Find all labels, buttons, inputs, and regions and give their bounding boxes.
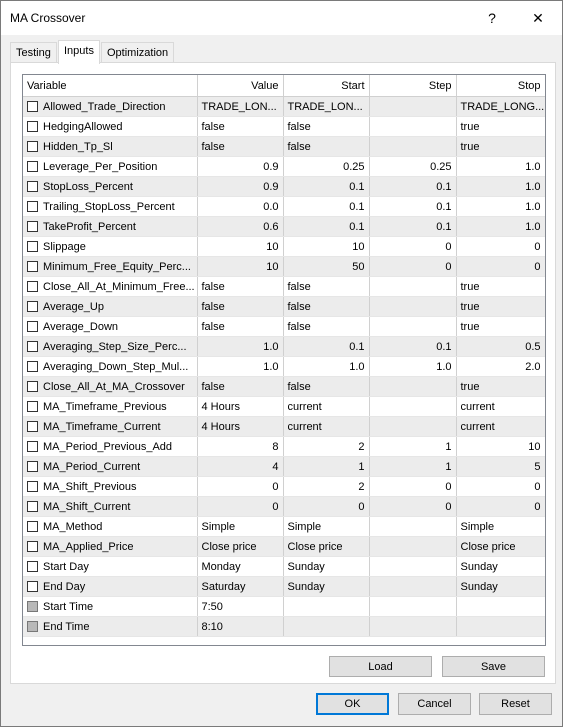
cancel-button[interactable]: Cancel — [398, 693, 471, 715]
value-cell[interactable]: 0.9 — [197, 157, 283, 177]
stop-cell[interactable]: 0.5 — [456, 337, 545, 357]
table-row[interactable] — [23, 437, 545, 457]
table-row[interactable] — [23, 597, 545, 617]
variable-cell — [23, 477, 197, 497]
variable-name: Allowed_Trade_Direction — [43, 100, 166, 113]
variable-name: MA_Shift_Current — [43, 500, 131, 513]
optimize-checkbox[interactable] — [27, 441, 38, 452]
stop-cell[interactable]: TRADE_LONG... — [456, 97, 545, 117]
value-cell[interactable]: false — [197, 317, 283, 337]
value-cell[interactable]: 8 — [197, 437, 283, 457]
value-cell[interactable]: false — [197, 137, 283, 157]
stop-cell[interactable]: true — [456, 277, 545, 297]
variable-name: MA_Method — [43, 520, 103, 533]
table-row[interactable] — [23, 337, 545, 357]
optimize-checkbox[interactable] — [27, 261, 38, 272]
variable-cell — [23, 517, 197, 537]
table-row[interactable] — [23, 277, 545, 297]
table-row[interactable] — [23, 157, 545, 177]
inputs-panel — [10, 62, 556, 684]
step-cell[interactable]: 1 — [369, 457, 456, 477]
start-cell[interactable]: current — [283, 397, 369, 417]
variable-cell — [23, 137, 197, 157]
start-cell[interactable]: 0.1 — [283, 217, 369, 237]
table-row[interactable] — [23, 217, 545, 237]
start-cell[interactable] — [283, 597, 369, 617]
start-cell[interactable]: 0.1 — [283, 177, 369, 197]
variable-cell — [23, 617, 197, 637]
optimize-checkbox[interactable] — [27, 521, 38, 532]
step-cell[interactable] — [369, 317, 456, 337]
variable-name: StopLoss_Percent — [43, 180, 133, 193]
variable-cell — [23, 297, 197, 317]
variable-cell — [23, 237, 197, 257]
column-header-value[interactable]: Value — [197, 75, 283, 97]
value-cell[interactable]: 0.9 — [197, 177, 283, 197]
value-cell[interactable]: 8:10 — [197, 617, 283, 637]
variable-cell — [23, 537, 197, 557]
step-cell[interactable] — [369, 277, 456, 297]
table-row[interactable] — [23, 297, 545, 317]
step-cell[interactable]: 0 — [369, 477, 456, 497]
step-cell[interactable]: 1.0 — [369, 357, 456, 377]
start-cell[interactable]: false — [283, 297, 369, 317]
stop-cell[interactable]: true — [456, 297, 545, 317]
start-cell[interactable]: false — [283, 277, 369, 297]
stop-cell[interactable]: 10 — [456, 437, 545, 457]
optimize-checkbox[interactable] — [27, 461, 38, 472]
column-header-start[interactable]: Start — [283, 75, 369, 97]
variable-name: Close_All_At_Minimum_Free... — [43, 280, 195, 293]
step-cell[interactable] — [369, 557, 456, 577]
step-cell[interactable]: 0.1 — [369, 177, 456, 197]
variable-cell — [23, 557, 197, 577]
step-cell[interactable]: 0.1 — [369, 197, 456, 217]
ok-button[interactable]: OK — [316, 693, 389, 715]
start-cell[interactable]: 1 — [283, 457, 369, 477]
variable-name: Leverage_Per_Position — [43, 160, 158, 173]
step-cell[interactable] — [369, 377, 456, 397]
step-cell[interactable]: 0.1 — [369, 337, 456, 357]
variable-name: Minimum_Free_Equity_Perc... — [43, 260, 191, 273]
variable-name: MA_Applied_Price — [43, 540, 134, 553]
variable-cell — [23, 417, 197, 437]
start-cell[interactable] — [283, 617, 369, 637]
step-cell[interactable] — [369, 537, 456, 557]
variable-cell — [23, 357, 197, 377]
table-row[interactable] — [23, 357, 545, 377]
tab-testing[interactable]: Testing — [10, 42, 57, 63]
variable-name: MA_Shift_Previous — [43, 480, 137, 493]
variable-name: Start Time — [43, 600, 94, 613]
optimize-checkbox[interactable] — [27, 541, 38, 552]
optimize-checkbox[interactable] — [27, 101, 38, 112]
start-cell[interactable]: false — [283, 117, 369, 137]
step-cell[interactable]: 0 — [369, 237, 456, 257]
value-cell[interactable]: false — [197, 377, 283, 397]
optimize-checkbox[interactable] — [27, 561, 38, 572]
optimize-checkbox[interactable] — [27, 581, 38, 592]
start-cell[interactable]: 0.25 — [283, 157, 369, 177]
optimize-checkbox[interactable] — [27, 381, 38, 392]
start-cell[interactable]: false — [283, 137, 369, 157]
stop-cell[interactable]: 1.0 — [456, 217, 545, 237]
stop-cell[interactable]: true — [456, 377, 545, 397]
optimize-checkbox[interactable] — [27, 621, 38, 632]
start-cell[interactable]: false — [283, 317, 369, 337]
optimize-checkbox[interactable] — [27, 121, 38, 132]
step-cell[interactable]: 0.25 — [369, 157, 456, 177]
table-row[interactable] — [23, 557, 545, 577]
variable-cell — [23, 337, 197, 357]
table-row[interactable] — [23, 257, 545, 277]
table-row[interactable] — [23, 137, 545, 157]
start-cell[interactable]: 2 — [283, 437, 369, 457]
start-cell[interactable]: current — [283, 417, 369, 437]
stop-cell[interactable]: 0 — [456, 477, 545, 497]
stop-cell[interactable]: 1.0 — [456, 157, 545, 177]
table-row[interactable] — [23, 97, 545, 117]
optimize-checkbox[interactable] — [27, 361, 38, 372]
value-cell[interactable]: 7:50 — [197, 597, 283, 617]
variable-name: Hidden_Tp_Sl — [43, 140, 113, 153]
stop-cell[interactable]: current — [456, 397, 545, 417]
optimize-checkbox[interactable] — [27, 141, 38, 152]
table-row[interactable] — [23, 377, 545, 397]
start-cell[interactable]: TRADE_LON... — [283, 97, 369, 117]
optimize-checkbox[interactable] — [27, 401, 38, 412]
variable-cell — [23, 277, 197, 297]
step-cell[interactable]: 0 — [369, 497, 456, 517]
table-row[interactable] — [23, 617, 545, 637]
table-row[interactable] — [23, 457, 545, 477]
start-cell[interactable]: 10 — [283, 237, 369, 257]
optimize-checkbox[interactable] — [27, 281, 38, 292]
variable-name: End Time — [43, 620, 90, 633]
table-row[interactable] — [23, 237, 545, 257]
variable-cell — [23, 377, 197, 397]
stop-cell[interactable]: Simple — [456, 517, 545, 537]
value-cell[interactable]: 0.0 — [197, 197, 283, 217]
stop-cell[interactable]: 0 — [456, 237, 545, 257]
stop-cell[interactable]: 1.0 — [456, 197, 545, 217]
variable-name: Averaging_Down_Step_Mul... — [43, 360, 189, 373]
value-cell[interactable]: 1.0 — [197, 337, 283, 357]
table-row[interactable] — [23, 417, 545, 437]
variable-name: Average_Down — [43, 320, 119, 333]
stop-cell[interactable]: true — [456, 137, 545, 157]
optimize-checkbox[interactable] — [27, 501, 38, 512]
optimize-checkbox[interactable] — [27, 201, 38, 212]
table-row[interactable] — [23, 397, 545, 417]
start-cell[interactable]: Sunday — [283, 557, 369, 577]
tab-strip — [1, 35, 562, 63]
value-cell[interactable]: TRADE_LON... — [197, 97, 283, 117]
optimize-checkbox[interactable] — [27, 481, 38, 492]
reset-button[interactable]: Reset — [479, 693, 552, 715]
value-cell[interactable]: Simple — [197, 517, 283, 537]
value-cell[interactable]: false — [197, 117, 283, 137]
step-cell[interactable] — [369, 517, 456, 537]
step-cell[interactable] — [369, 617, 456, 637]
table-row[interactable] — [23, 517, 545, 537]
table-row[interactable] — [23, 577, 545, 597]
variable-cell — [23, 97, 197, 117]
help-button[interactable]: ? — [488, 10, 496, 26]
variable-name: Average_Up — [43, 300, 104, 313]
stop-cell[interactable]: true — [456, 117, 545, 137]
stop-cell[interactable] — [456, 617, 545, 637]
column-header-variable[interactable]: Variable — [23, 75, 197, 97]
tab-optimization[interactable]: Optimization — [101, 42, 174, 63]
inputs-grid[interactable] — [22, 74, 546, 646]
variable-cell — [23, 177, 197, 197]
stop-cell[interactable] — [456, 597, 545, 617]
value-cell[interactable]: Monday — [197, 557, 283, 577]
variable-cell — [23, 317, 197, 337]
value-cell[interactable]: 10 — [197, 257, 283, 277]
step-cell[interactable] — [369, 577, 456, 597]
optimize-checkbox[interactable] — [27, 241, 38, 252]
stop-cell[interactable]: 1.0 — [456, 177, 545, 197]
load-button[interactable]: Load — [329, 656, 432, 677]
stop-cell[interactable]: 0 — [456, 257, 545, 277]
step-cell[interactable]: 0 — [369, 257, 456, 277]
value-cell[interactable]: 4 — [197, 457, 283, 477]
stop-cell[interactable]: current — [456, 417, 545, 437]
variable-name: MA_Period_Current — [43, 460, 141, 473]
value-cell[interactable]: 0.6 — [197, 217, 283, 237]
variable-name: MA_Timeframe_Previous — [43, 400, 167, 413]
variable-cell — [23, 597, 197, 617]
variable-name: HedgingAllowed — [43, 120, 123, 133]
start-cell[interactable]: 1.0 — [283, 357, 369, 377]
step-cell[interactable] — [369, 397, 456, 417]
value-cell[interactable]: false — [197, 297, 283, 317]
optimize-checkbox[interactable] — [27, 321, 38, 332]
step-cell[interactable] — [369, 97, 456, 117]
stop-cell[interactable]: 2.0 — [456, 357, 545, 377]
column-header-step[interactable]: Step — [369, 75, 456, 97]
optimize-checkbox[interactable] — [27, 421, 38, 432]
variable-name: Close_All_At_MA_Crossover — [43, 380, 185, 393]
column-header-stop[interactable]: Stop — [456, 75, 545, 97]
variable-cell — [23, 257, 197, 277]
title-bar — [1, 1, 562, 35]
variable-name: Averaging_Step_Size_Perc... — [43, 340, 187, 353]
stop-cell[interactable]: 0 — [456, 497, 545, 517]
stop-cell[interactable]: true — [456, 317, 545, 337]
variable-name: Start Day — [43, 560, 89, 573]
start-cell[interactable]: 0.1 — [283, 197, 369, 217]
start-cell[interactable]: 0.1 — [283, 337, 369, 357]
stop-cell[interactable]: Sunday — [456, 557, 545, 577]
table-row[interactable] — [23, 497, 545, 517]
save-button[interactable]: Save — [442, 656, 545, 677]
variable-cell — [23, 577, 197, 597]
variable-name: TakeProfit_Percent — [43, 220, 136, 233]
step-cell[interactable] — [369, 117, 456, 137]
start-cell[interactable]: 50 — [283, 257, 369, 277]
start-cell[interactable]: false — [283, 377, 369, 397]
variable-name: MA_Timeframe_Current — [43, 420, 161, 433]
stop-cell[interactable]: Close price — [456, 537, 545, 557]
table-row[interactable] — [23, 317, 545, 337]
value-cell[interactable]: false — [197, 277, 283, 297]
variable-cell — [23, 437, 197, 457]
value-cell[interactable]: Close price — [197, 537, 283, 557]
optimize-checkbox[interactable] — [27, 181, 38, 192]
table-row[interactable] — [23, 177, 545, 197]
variable-cell — [23, 497, 197, 517]
table-row[interactable] — [23, 537, 545, 557]
start-cell[interactable]: 2 — [283, 477, 369, 497]
value-cell[interactable]: 4 Hours — [197, 417, 283, 437]
tab-inputs[interactable]: Inputs — [58, 40, 100, 64]
step-cell[interactable]: 1 — [369, 437, 456, 457]
value-cell[interactable]: 0 — [197, 477, 283, 497]
variable-name: MA_Period_Previous_Add — [43, 440, 173, 453]
value-cell[interactable]: 0 — [197, 497, 283, 517]
inputs-table — [23, 75, 546, 637]
table-header-row — [23, 75, 545, 97]
stop-cell[interactable]: Sunday — [456, 577, 545, 597]
step-cell[interactable] — [369, 597, 456, 617]
variable-cell — [23, 197, 197, 217]
close-button[interactable]: ✕ — [532, 10, 544, 26]
optimize-checkbox[interactable] — [27, 601, 38, 612]
value-cell[interactable]: 1.0 — [197, 357, 283, 377]
variable-cell — [23, 397, 197, 417]
start-cell[interactable]: 0 — [283, 497, 369, 517]
stop-cell[interactable]: 5 — [456, 457, 545, 477]
optimize-checkbox[interactable] — [27, 341, 38, 352]
step-cell[interactable] — [369, 297, 456, 317]
start-cell[interactable]: Simple — [283, 517, 369, 537]
variable-name: End Day — [43, 580, 86, 593]
table-row[interactable] — [23, 117, 545, 137]
step-cell[interactable] — [369, 137, 456, 157]
start-cell[interactable]: Sunday — [283, 577, 369, 597]
value-cell[interactable]: 10 — [197, 237, 283, 257]
variable-name: Slippage — [43, 240, 86, 253]
start-cell[interactable]: Close price — [283, 537, 369, 557]
step-cell[interactable]: 0.1 — [369, 217, 456, 237]
value-cell[interactable]: 4 Hours — [197, 397, 283, 417]
optimize-checkbox[interactable] — [27, 221, 38, 232]
variable-name: Trailing_StopLoss_Percent — [43, 200, 175, 213]
step-cell[interactable] — [369, 417, 456, 437]
variable-cell — [23, 117, 197, 137]
table-row[interactable] — [23, 197, 545, 217]
variable-cell — [23, 457, 197, 477]
optimize-checkbox[interactable] — [27, 161, 38, 172]
variable-cell — [23, 217, 197, 237]
value-cell[interactable]: Saturday — [197, 577, 283, 597]
window-title: MA Crossover — [10, 11, 86, 25]
table-row[interactable] — [23, 477, 545, 497]
optimize-checkbox[interactable] — [27, 301, 38, 312]
variable-cell — [23, 157, 197, 177]
